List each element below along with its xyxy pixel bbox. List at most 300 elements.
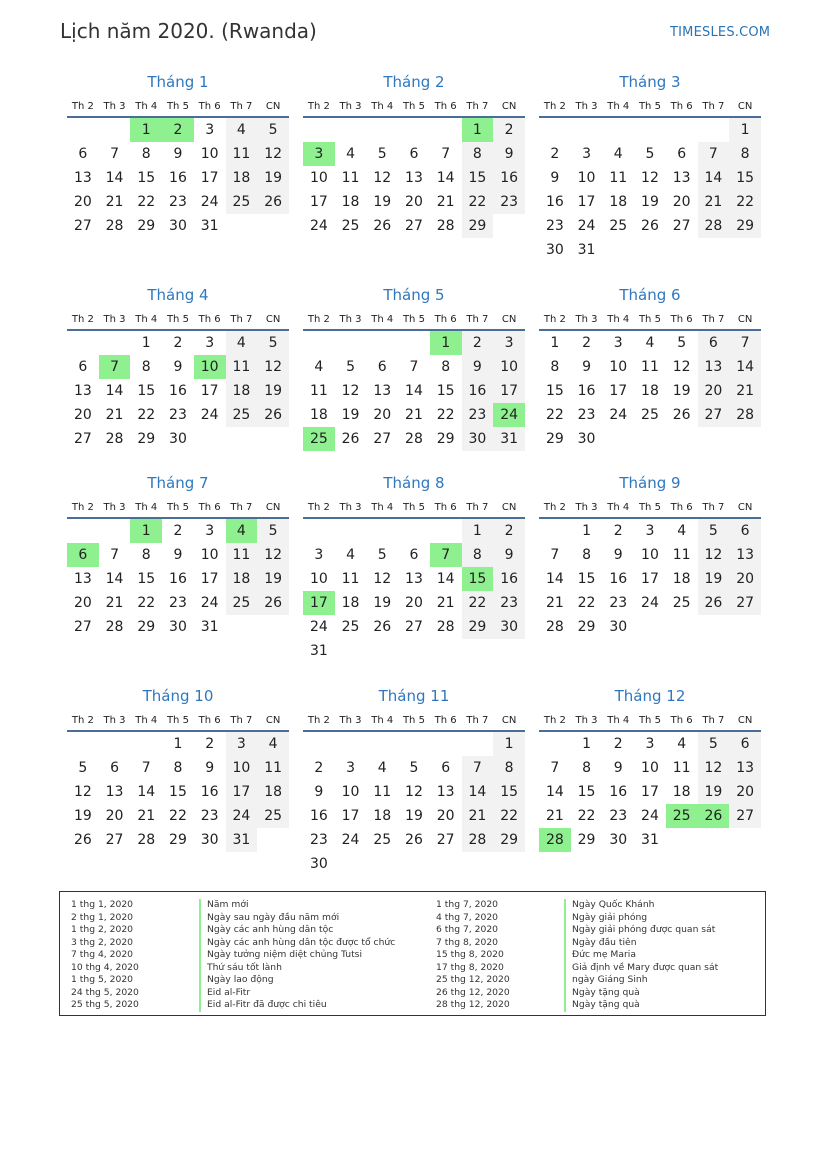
- day-cell: 5: [698, 731, 730, 756]
- day-cell: 10: [200, 547, 219, 563]
- day-cell: 2: [205, 736, 215, 752]
- day-cell: 11: [341, 571, 360, 587]
- day-cell: 20: [672, 194, 691, 210]
- weekday-header: Th 5: [402, 313, 425, 325]
- day-cell: 21: [105, 194, 124, 210]
- day-cell: 2: [550, 146, 560, 162]
- day-cell: 12: [373, 571, 392, 587]
- weekday-header: CN: [501, 100, 517, 112]
- day-cell: 2: [462, 330, 494, 355]
- legend-date: 25 thg 12, 2020: [436, 974, 510, 985]
- day-cell: 1: [130, 117, 162, 142]
- day-cell: 3: [613, 335, 623, 351]
- legend-date: 7 thg 8, 2020: [436, 936, 499, 948]
- day-cell: 2: [582, 335, 592, 351]
- day-cell: 13: [73, 170, 92, 186]
- day-cell: 1: [462, 117, 494, 142]
- day-cell: 14: [137, 784, 156, 800]
- day-cell: 6: [377, 359, 387, 375]
- day-cell: 13: [73, 383, 92, 399]
- month-table: [539, 309, 761, 451]
- legend-date: 10 thg 4, 2020: [71, 961, 139, 973]
- weekday-header: Th 5: [166, 501, 189, 513]
- day-cell: 15: [137, 170, 156, 186]
- weekday-header: Th 4: [607, 100, 630, 112]
- month-title: Tháng 4: [147, 286, 209, 304]
- empty-cell: [303, 731, 335, 756]
- month-block: [303, 72, 525, 238]
- day-cell: 22: [462, 591, 494, 615]
- day-cell: 19: [73, 808, 92, 824]
- weekday-header: Th 7: [466, 714, 489, 726]
- empty-cell: [335, 518, 367, 543]
- day-cell: 8: [141, 146, 151, 162]
- empty-cell: [226, 615, 258, 639]
- day-cell: 27: [729, 591, 761, 615]
- day-cell: 21: [462, 804, 494, 828]
- month-block: [539, 473, 761, 639]
- weekday-header: Th 6: [198, 714, 221, 726]
- day-cell: 17: [200, 571, 219, 587]
- day-cell: 5: [78, 760, 88, 776]
- day-cell: 6: [698, 330, 730, 355]
- day-cell: 14: [436, 170, 455, 186]
- day-cell: 21: [545, 808, 564, 824]
- empty-cell: [335, 117, 367, 142]
- day-cell: 31: [200, 218, 219, 234]
- day-cell: 3: [205, 523, 215, 539]
- day-cell: 22: [493, 804, 525, 828]
- day-cell: 11: [373, 784, 392, 800]
- weekday-header: Th 6: [670, 313, 693, 325]
- day-cell: 26: [641, 218, 659, 234]
- weekday-header: Th 4: [607, 501, 630, 513]
- day-cell: 12: [672, 359, 691, 375]
- weekday-header: Th 3: [575, 501, 598, 513]
- day-cell: 16: [545, 194, 564, 210]
- day-cell: 12: [73, 784, 92, 800]
- day-cell: 23: [493, 190, 525, 214]
- day-cell: 16: [609, 571, 628, 587]
- day-cell: 9: [205, 760, 215, 776]
- legend-holiday-name: Đức mẹ Maria: [564, 949, 636, 962]
- day-cell: 31: [226, 828, 258, 852]
- day-cell: 4: [257, 731, 289, 756]
- day-cell: 18: [309, 407, 328, 423]
- day-cell: 8: [441, 359, 451, 375]
- day-cell: 17: [200, 170, 219, 186]
- day-cell: 11: [641, 359, 659, 375]
- day-cell: 9: [173, 359, 183, 375]
- day-cell: 21: [105, 407, 124, 423]
- month-table: [539, 710, 761, 852]
- weekday-header: Th 6: [198, 313, 221, 325]
- empty-cell: [335, 639, 367, 663]
- day-cell: 1: [582, 736, 592, 752]
- day-cell: 24: [641, 808, 659, 824]
- weekday-header: Th 3: [103, 313, 126, 325]
- day-cell: 24: [226, 804, 258, 828]
- day-cell: 21: [105, 595, 124, 611]
- day-cell: 12: [257, 355, 289, 379]
- legend-date: 1 thg 5, 2020: [71, 974, 134, 985]
- empty-cell: [666, 828, 698, 852]
- day-cell: 1: [430, 330, 462, 355]
- month-title: Tháng 10: [142, 687, 214, 705]
- weekday-header: Th 5: [166, 313, 189, 325]
- weekday-header: Th 3: [575, 714, 598, 726]
- day-cell: 5: [677, 335, 687, 351]
- day-cell: 31: [641, 832, 659, 848]
- legend-holiday-name: Thứ sáu tốt lành: [199, 962, 282, 975]
- day-cell: 25: [341, 218, 360, 234]
- weekday-header: Th 2: [307, 100, 330, 112]
- day-cell: 10: [641, 760, 659, 776]
- empty-cell: [366, 639, 398, 663]
- day-cell: 13: [672, 170, 691, 186]
- month-title: Tháng 1: [147, 73, 209, 91]
- day-cell: 7: [441, 146, 451, 162]
- day-cell: 19: [698, 567, 730, 591]
- day-cell: 19: [672, 383, 691, 399]
- day-cell: 26: [373, 619, 392, 635]
- day-cell: 24: [309, 218, 328, 234]
- day-cell: 3: [205, 122, 215, 138]
- legend-holiday-name: Ngày sau ngày đầu năm mới: [199, 912, 339, 925]
- empty-cell: [698, 427, 730, 451]
- weekday-header: Th 6: [434, 100, 457, 112]
- weekday-header: Th 7: [230, 501, 253, 513]
- day-cell: 18: [226, 379, 258, 403]
- day-cell: 25: [341, 619, 360, 635]
- day-cell: 4: [377, 760, 387, 776]
- empty-cell: [666, 117, 698, 142]
- day-cell: 30: [169, 619, 187, 635]
- day-cell: 23: [462, 403, 494, 427]
- weekday-header: Th 6: [198, 100, 221, 112]
- day-cell: 2: [613, 523, 623, 539]
- day-cell: 16: [609, 784, 628, 800]
- day-cell: 17: [303, 591, 335, 615]
- day-cell: 22: [545, 407, 564, 423]
- day-cell: 15: [729, 166, 761, 190]
- day-cell: 19: [341, 407, 360, 423]
- weekday-header: Th 6: [670, 501, 693, 513]
- day-cell: 16: [493, 166, 525, 190]
- day-cell: 19: [641, 194, 659, 210]
- weekday-header: Th 2: [71, 714, 94, 726]
- day-cell: 7: [110, 146, 120, 162]
- month-title: Tháng 12: [614, 687, 686, 705]
- day-cell: 30: [609, 832, 628, 848]
- day-cell: 31: [577, 242, 596, 258]
- day-cell: 26: [257, 591, 289, 615]
- weekday-header: CN: [737, 100, 753, 112]
- empty-cell: [257, 427, 289, 451]
- day-cell: 23: [169, 407, 187, 423]
- day-cell: 3: [582, 146, 592, 162]
- weekday-header: Th 5: [638, 313, 661, 325]
- day-cell: 6: [78, 359, 88, 375]
- day-cell: 24: [641, 595, 659, 611]
- day-cell: 1: [550, 335, 560, 351]
- empty-cell: [226, 214, 258, 238]
- day-cell: 5: [409, 760, 419, 776]
- weekday-header: Th 3: [339, 100, 362, 112]
- day-cell: 31: [493, 427, 525, 451]
- day-cell: 3: [493, 330, 525, 355]
- day-cell: 20: [436, 808, 455, 824]
- empty-cell: [729, 238, 761, 262]
- weekday-header: Th 4: [607, 313, 630, 325]
- day-cell: 6: [67, 543, 99, 567]
- empty-cell: [430, 731, 462, 756]
- day-cell: 15: [577, 784, 596, 800]
- day-cell: 15: [577, 571, 596, 587]
- day-cell: 8: [582, 760, 592, 776]
- month-title: Tháng 3: [619, 73, 681, 91]
- day-cell: 24: [493, 403, 525, 427]
- day-cell: 27: [405, 218, 423, 234]
- empty-cell: [539, 518, 571, 543]
- day-cell: 24: [200, 194, 219, 210]
- day-cell: 28: [545, 619, 564, 635]
- day-cell: 25: [373, 832, 392, 848]
- day-cell: 30: [545, 242, 564, 258]
- day-cell: 7: [110, 547, 120, 563]
- day-cell: 15: [137, 383, 156, 399]
- day-cell: 9: [173, 547, 183, 563]
- empty-cell: [67, 117, 99, 142]
- day-cell: 23: [169, 595, 187, 611]
- month-block: [67, 72, 289, 238]
- day-cell: 19: [257, 379, 289, 403]
- empty-cell: [430, 852, 462, 876]
- month-title: Tháng 5: [383, 286, 445, 304]
- weekday-header: Th 4: [135, 100, 158, 112]
- day-cell: 13: [105, 784, 124, 800]
- day-cell: 5: [698, 518, 730, 543]
- day-cell: 6: [677, 146, 687, 162]
- day-cell: 18: [341, 194, 360, 210]
- day-cell: 25: [672, 595, 691, 611]
- weekday-header: CN: [265, 313, 281, 325]
- day-cell: 10: [309, 571, 328, 587]
- weekday-header: Th 7: [466, 313, 489, 325]
- legend-date: 3 thg 2, 2020: [71, 936, 134, 948]
- day-cell: 2: [173, 335, 183, 351]
- day-cell: 7: [729, 330, 761, 355]
- day-cell: 10: [341, 784, 360, 800]
- weekday-header: Th 5: [402, 501, 425, 513]
- day-cell: 23: [309, 832, 328, 848]
- empty-cell: [634, 427, 666, 451]
- day-cell: 29: [493, 828, 525, 852]
- day-cell: 7: [698, 142, 730, 166]
- day-cell: 18: [609, 194, 628, 210]
- day-cell: 12: [341, 383, 360, 399]
- legend-holiday-name: Ngày tưởng niệm diệt chủng Tutsi: [199, 949, 362, 962]
- empty-cell: [366, 330, 398, 355]
- day-cell: 8: [493, 756, 525, 780]
- day-cell: 4: [226, 518, 258, 543]
- day-cell: 17: [226, 780, 258, 804]
- weekday-header: Th 7: [702, 313, 725, 325]
- day-cell: 22: [462, 190, 494, 214]
- day-cell: 30: [609, 619, 628, 635]
- day-cell: 29: [137, 619, 156, 635]
- day-cell: 16: [309, 808, 328, 824]
- day-cell: 6: [441, 760, 451, 776]
- day-cell: 4: [677, 736, 687, 752]
- weekday-header: Th 7: [466, 100, 489, 112]
- empty-cell: [493, 852, 525, 876]
- empty-cell: [366, 518, 398, 543]
- legend-holiday-name: ngày Giáng Sinh: [564, 974, 648, 987]
- day-cell: 8: [141, 359, 151, 375]
- day-cell: 20: [73, 595, 92, 611]
- day-cell: 9: [582, 359, 592, 375]
- empty-cell: [729, 427, 761, 451]
- weekday-header: Th 4: [371, 714, 394, 726]
- day-cell: 30: [577, 431, 596, 447]
- weekday-header: CN: [265, 714, 281, 726]
- empty-cell: [67, 330, 99, 355]
- empty-cell: [335, 731, 367, 756]
- day-cell: 20: [729, 780, 761, 804]
- weekday-header: Th 6: [670, 714, 693, 726]
- day-cell: 12: [257, 543, 289, 567]
- day-cell: 5: [377, 146, 387, 162]
- day-cell: 24: [309, 619, 328, 635]
- legend-holiday-name: Eid al-Fitr: [199, 987, 250, 1000]
- empty-cell: [303, 330, 335, 355]
- day-cell: 5: [645, 146, 655, 162]
- day-cell: 18: [672, 784, 691, 800]
- day-cell: 11: [609, 170, 628, 186]
- month-block: [539, 285, 761, 451]
- weekday-header: CN: [501, 313, 517, 325]
- day-cell: 21: [137, 808, 156, 824]
- day-cell: 7: [550, 547, 560, 563]
- day-cell: 28: [729, 403, 761, 427]
- day-cell: 11: [226, 355, 258, 379]
- day-cell: 27: [405, 619, 423, 635]
- legend-holiday-name: Ngày giải phóng được quan sát: [564, 924, 715, 937]
- day-cell: 14: [698, 166, 730, 190]
- day-cell: 1: [493, 731, 525, 756]
- empty-cell: [366, 117, 398, 142]
- weekday-header: Th 5: [638, 100, 661, 112]
- month-table: [303, 309, 525, 451]
- day-cell: 10: [577, 170, 596, 186]
- empty-cell: [430, 639, 462, 663]
- empty-cell: [634, 615, 666, 639]
- day-cell: 25: [226, 403, 258, 427]
- weekday-header: Th 5: [638, 714, 661, 726]
- legend-date: 1 thg 1, 2020: [71, 899, 134, 910]
- day-cell: 29: [462, 615, 494, 639]
- site-link[interactable]: TIMESLES.COM: [670, 25, 771, 40]
- day-cell: 22: [577, 595, 596, 611]
- day-cell: 8: [173, 760, 183, 776]
- month-table: [67, 309, 289, 451]
- day-cell: 28: [436, 619, 455, 635]
- day-cell: 27: [436, 832, 455, 848]
- weekday-header: Th 4: [371, 501, 394, 513]
- weekday-header: Th 6: [434, 313, 457, 325]
- weekday-header: Th 4: [607, 714, 630, 726]
- weekday-header: Th 6: [198, 501, 221, 513]
- page-title: Lịch năm 2020. (Rwanda): [60, 19, 317, 43]
- day-cell: 2: [314, 760, 324, 776]
- day-cell: 15: [545, 383, 564, 399]
- day-cell: 26: [672, 407, 691, 423]
- empty-cell: [99, 330, 131, 355]
- day-cell: 15: [169, 784, 187, 800]
- day-cell: 22: [729, 190, 761, 214]
- day-cell: 9: [462, 355, 494, 379]
- legend-date: 1 thg 7, 2020: [436, 899, 499, 910]
- day-cell: 6: [409, 146, 419, 162]
- day-cell: 5: [257, 330, 289, 355]
- legend-holiday-name: Eid al-Fitr đã được chi tiêu: [199, 999, 327, 1012]
- day-cell: 28: [462, 828, 494, 852]
- day-cell: 12: [698, 543, 730, 567]
- empty-cell: [462, 639, 494, 663]
- legend-date: 6 thg 7, 2020: [436, 924, 499, 935]
- legend-holiday-name: Ngày Quốc Khánh: [564, 899, 654, 912]
- day-cell: 9: [493, 543, 525, 567]
- day-cell: 8: [141, 547, 151, 563]
- legend-date: 17 thg 8, 2020: [436, 961, 504, 973]
- weekday-header: Th 2: [307, 501, 330, 513]
- day-cell: 27: [73, 218, 92, 234]
- day-cell: 25: [641, 407, 659, 423]
- weekday-header: Th 3: [575, 313, 598, 325]
- day-cell: 4: [613, 146, 623, 162]
- weekday-header: CN: [737, 501, 753, 513]
- month-table: [67, 710, 289, 852]
- day-cell: 17: [309, 194, 328, 210]
- empty-cell: [493, 639, 525, 663]
- empty-cell: [539, 731, 571, 756]
- day-cell: 1: [729, 117, 761, 142]
- empty-cell: [398, 852, 430, 876]
- day-cell: 14: [462, 780, 494, 804]
- legend-date: 7 thg 4, 2020: [71, 949, 134, 960]
- month-title: Tháng 9: [619, 474, 681, 492]
- day-cell: 28: [137, 832, 156, 848]
- empty-cell: [602, 238, 634, 262]
- day-cell: 12: [698, 756, 730, 780]
- day-cell: 29: [729, 214, 761, 238]
- day-cell: 3: [303, 142, 335, 166]
- month-table: [303, 710, 525, 876]
- month-block: [539, 72, 761, 262]
- day-cell: 24: [200, 407, 219, 423]
- day-cell: 14: [105, 170, 124, 186]
- day-cell: 21: [698, 190, 730, 214]
- day-cell: 13: [729, 756, 761, 780]
- day-cell: 14: [545, 784, 564, 800]
- day-cell: 11: [309, 383, 328, 399]
- day-cell: 12: [405, 784, 423, 800]
- weekday-header: Th 3: [103, 100, 126, 112]
- day-cell: 20: [698, 379, 730, 403]
- day-cell: 8: [462, 543, 494, 567]
- day-cell: 29: [577, 619, 596, 635]
